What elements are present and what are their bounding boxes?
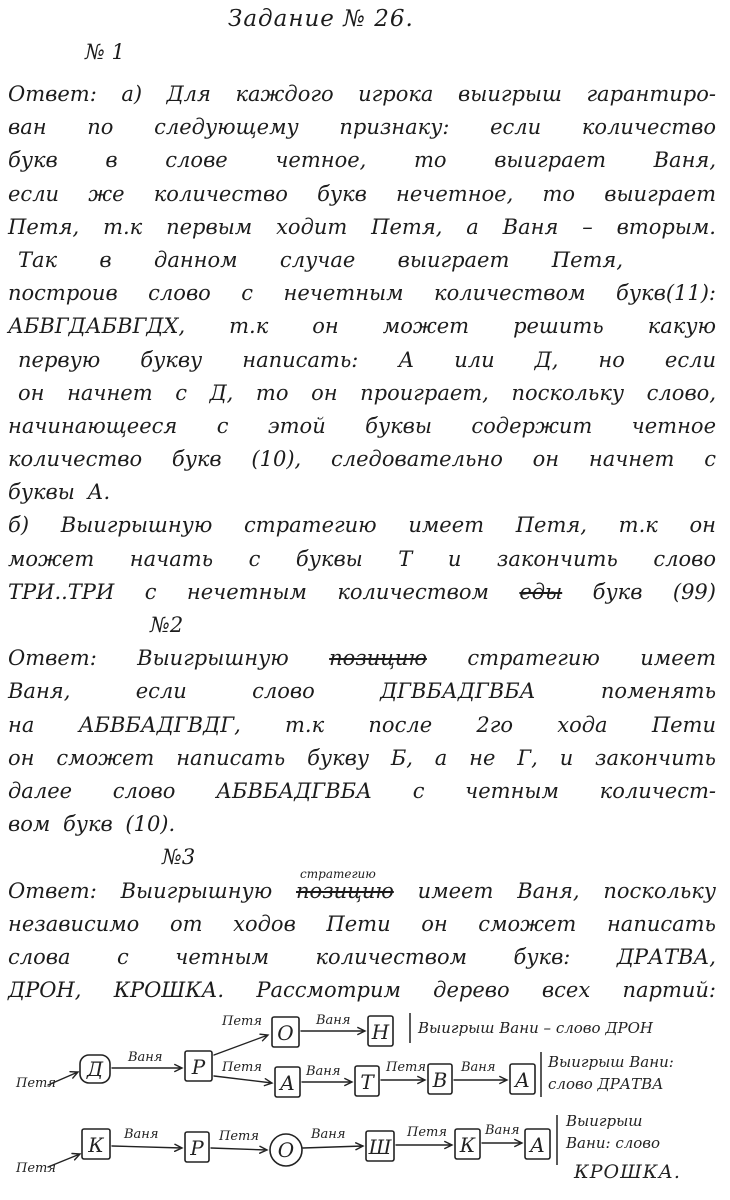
answer-line: первую букву написать: А или Д, но если	[18, 347, 716, 372]
move-label-vanya: Ваня	[311, 1127, 346, 1142]
letter: Р	[190, 1136, 204, 1160]
result-kroshka-line2: Вани: слово	[566, 1134, 661, 1152]
task-1-label: № 1	[85, 40, 125, 64]
page-title: Задание № 26.	[228, 6, 414, 32]
move-label-petya: Петя	[16, 1076, 56, 1091]
move-label-vanya: Ваня	[306, 1064, 341, 1079]
move-arrow	[381, 1077, 425, 1084]
answer-line: он сможет написать букву Б, а не Г, и закончить	[8, 745, 716, 770]
letter: Н	[371, 1020, 390, 1044]
move-arrow	[214, 1034, 268, 1055]
struck-word: еды	[519, 579, 563, 604]
letter: Р	[191, 1055, 206, 1079]
line-text: букв (99)	[592, 579, 716, 604]
answer-line	[6, 866, 718, 908]
correction-text: стратегию	[300, 866, 376, 881]
solution-text	[6, 78, 718, 1007]
move-label-petya: Петя	[386, 1060, 426, 1075]
move-arrow	[301, 1028, 365, 1035]
answer-line: АБВГДАБВГДХ, т.к он может решить какую	[8, 314, 716, 339]
answer-line: может начать с буквы Т и закончить слово	[8, 546, 716, 571]
answer-line: независимо от ходов Пети он сможет написать	[8, 911, 716, 936]
answer-line: Ваня, если слово ДГВБАДГВБА поменять	[8, 679, 716, 704]
answer-line: вом букв (10).	[8, 812, 176, 837]
letter: О	[277, 1021, 294, 1045]
answer-line: букв в слове четное, то выиграет Ваня,	[8, 148, 716, 173]
answer-line: ДРОН, КРОШКА. Рассмотрим дерево всех партий:	[8, 978, 716, 1003]
answer-line: начинающееся с этой буквы содержит четное	[8, 413, 716, 438]
answer-line: далее слово АБВБАДГВБА с четным количест-	[8, 778, 716, 803]
letter: Т	[360, 1070, 374, 1094]
task-3-label: №3	[162, 845, 196, 870]
move-arrow	[302, 1079, 352, 1086]
task-2-label: №2	[150, 613, 184, 637]
line-text: Ответ: Выигрышную	[8, 646, 289, 671]
line-text: Ответ: Выигрышную	[8, 878, 273, 903]
line-text: имеет Ваня, поскольку	[417, 878, 717, 903]
result-kroshka-line1: Выигрыш	[566, 1112, 643, 1130]
letter: О	[277, 1138, 295, 1162]
struck-word: позицию	[329, 646, 427, 671]
letter: А	[279, 1071, 296, 1095]
answer-line: б) Выигрышную стратегию имеет Петя, т.к он	[8, 513, 716, 538]
move-arrow	[112, 1144, 182, 1151]
letter: А	[514, 1068, 531, 1092]
letter: К	[459, 1133, 476, 1157]
result-dratva-line1: Выигрыш Вани:	[548, 1053, 674, 1071]
answer-line: слова с четным количеством букв: ДРАТВА,	[8, 944, 716, 969]
move-label-vanya: Ваня	[316, 1013, 351, 1028]
game-tree-diagram	[0, 1005, 730, 1200]
answer-line: если же количество букв нечетное, то выиграет	[8, 181, 716, 206]
answer-line	[6, 576, 718, 609]
answer-line: буквы А.	[8, 480, 111, 505]
letter: А	[529, 1133, 546, 1157]
answer-line: Петя, т.к первым ходит Петя, а Ваня – вторым.	[8, 214, 716, 239]
line-text: ТРИ..ТРИ с нечетным количеством	[8, 579, 489, 604]
move-arrow	[112, 1065, 182, 1072]
letter: К	[88, 1133, 104, 1157]
move-label-vanya: Ваня	[485, 1123, 520, 1138]
move-label-petya: Петя	[222, 1014, 262, 1029]
move-arrow	[211, 1146, 267, 1153]
corrected-word	[296, 866, 394, 908]
move-label-petya: Петя	[407, 1125, 447, 1140]
move-arrow	[482, 1140, 522, 1147]
move-label-vanya: Ваня	[128, 1050, 163, 1065]
answer-line: Ответ: а) Для каждого игрока выигрыш гарантиро-	[8, 82, 716, 106]
move-label-petya: Петя	[219, 1129, 259, 1144]
letter: В	[432, 1068, 448, 1092]
answer-line: на АБВБАДГВДГ, т.к после 2го хода Пети	[8, 712, 716, 737]
move-arrow	[303, 1143, 363, 1150]
line-text: стратегию имеет	[467, 646, 716, 671]
move-label-petya: Петя	[222, 1060, 262, 1075]
move-arrow	[396, 1142, 452, 1149]
answer-line: Так в данном случае выиграет Петя,	[18, 247, 623, 272]
letter: Д	[86, 1057, 104, 1081]
move-label-vanya: Ваня	[461, 1060, 496, 1075]
result-kroshka-line3: КРОШКА.	[574, 1161, 681, 1183]
answer-line: построив слово с нечетным количеством букв(11):	[8, 281, 716, 306]
move-label-vanya: Ваня	[124, 1127, 159, 1142]
answer-line	[6, 642, 718, 675]
answer-line: он начнет с Д, то он проиграет, поскольку слово,	[18, 380, 716, 405]
result-dron: Выигрыш Вани – слово ДРОН	[418, 1019, 653, 1037]
answer-line: количество букв (10), следовательно он начнет с	[8, 447, 716, 472]
result-dratva-line2: слово ДРАТВА	[548, 1075, 664, 1093]
struck-word: позицию	[296, 878, 394, 903]
move-label-petya: Петя	[16, 1161, 56, 1176]
move-arrow	[454, 1077, 507, 1084]
letter: Ш	[368, 1135, 392, 1159]
move-arrow	[214, 1076, 272, 1086]
answer-line: ван по следующему признаку: если количество	[8, 115, 716, 140]
